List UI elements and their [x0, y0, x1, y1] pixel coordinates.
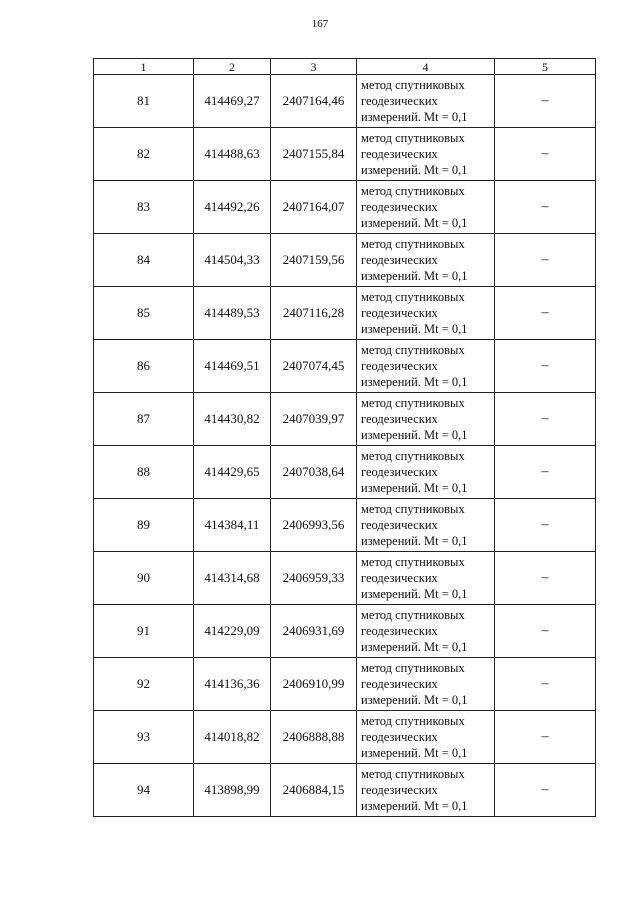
method-cell	[357, 552, 495, 605]
table-row	[94, 393, 596, 446]
method-line: геодезических	[361, 730, 438, 744]
method-line: измерений. Mt = 0,1	[361, 110, 468, 124]
x-coordinate-cell: 414469,27	[194, 75, 271, 128]
table-row	[94, 340, 596, 393]
table-row	[94, 446, 596, 499]
col5-cell: –	[495, 340, 596, 393]
method-line: метод спутниковых	[361, 608, 465, 622]
point-number-cell: 82	[94, 128, 194, 181]
point-number-cell: 87	[94, 393, 194, 446]
x-coordinate-cell: 414229,09	[194, 605, 271, 658]
col5-cell: –	[495, 499, 596, 552]
col5-cell: –	[495, 446, 596, 499]
table-header-row	[94, 59, 596, 75]
method-line: геодезических	[361, 147, 438, 161]
method-line: метод спутниковых	[361, 131, 465, 145]
col5-cell: –	[495, 75, 596, 128]
x-coordinate-cell: 414489,53	[194, 287, 271, 340]
method-line: метод спутниковых	[361, 237, 465, 251]
method-cell	[357, 711, 495, 764]
y-coordinate-cell: 2407164,46	[271, 75, 357, 128]
col5-cell: –	[495, 764, 596, 817]
method-line: геодезических	[361, 518, 438, 532]
table-row	[94, 499, 596, 552]
header-col-2: 2	[194, 59, 271, 75]
x-coordinate-cell: 414018,82	[194, 711, 271, 764]
method-line: измерений. Mt = 0,1	[361, 216, 468, 230]
method-line: геодезических	[361, 306, 438, 320]
point-number-cell: 94	[94, 764, 194, 817]
method-line: метод спутниковых	[361, 502, 465, 516]
header-col-3: 3	[271, 59, 357, 75]
y-coordinate-cell: 2407155,84	[271, 128, 357, 181]
col5-cell: –	[495, 658, 596, 711]
y-coordinate-cell: 2407039,97	[271, 393, 357, 446]
col5-cell: –	[495, 711, 596, 764]
point-number-cell: 86	[94, 340, 194, 393]
point-number-cell: 84	[94, 234, 194, 287]
method-line: геодезических	[361, 465, 438, 479]
y-coordinate-cell: 2406993,56	[271, 499, 357, 552]
method-line: метод спутниковых	[361, 555, 465, 569]
y-coordinate-cell: 2406884,15	[271, 764, 357, 817]
point-number-cell: 92	[94, 658, 194, 711]
method-cell	[357, 658, 495, 711]
method-line: метод спутниковых	[361, 78, 465, 92]
method-line: геодезических	[361, 624, 438, 638]
method-cell	[357, 340, 495, 393]
x-coordinate-cell: 414488,63	[194, 128, 271, 181]
table-body	[94, 75, 596, 817]
method-line: метод спутниковых	[361, 343, 465, 357]
page-number: 167	[311, 18, 329, 30]
table-row	[94, 287, 596, 340]
point-number-cell: 89	[94, 499, 194, 552]
col5-cell: –	[495, 181, 596, 234]
method-line: измерений. Mt = 0,1	[361, 746, 468, 760]
table-row	[94, 605, 596, 658]
y-coordinate-cell: 2407116,28	[271, 287, 357, 340]
point-number-cell: 90	[94, 552, 194, 605]
method-line: метод спутниковых	[361, 714, 465, 728]
method-line: геодезических	[361, 412, 438, 426]
y-coordinate-cell: 2407074,45	[271, 340, 357, 393]
method-line: измерений. Mt = 0,1	[361, 428, 468, 442]
method-line: метод спутниковых	[361, 290, 465, 304]
table-row	[94, 181, 596, 234]
method-line: измерений. Mt = 0,1	[361, 375, 468, 389]
method-line: измерений. Mt = 0,1	[361, 163, 468, 177]
y-coordinate-cell: 2407164,07	[271, 181, 357, 234]
table-row	[94, 75, 596, 128]
header-col-5: 5	[495, 59, 596, 75]
point-number-cell: 81	[94, 75, 194, 128]
coordinates-table	[93, 58, 596, 817]
x-coordinate-cell: 414504,33	[194, 234, 271, 287]
table-row	[94, 764, 596, 817]
method-cell	[357, 605, 495, 658]
table-row	[94, 658, 596, 711]
method-line: геодезических	[361, 783, 438, 797]
col5-cell: –	[495, 234, 596, 287]
x-coordinate-cell: 413898,99	[194, 764, 271, 817]
y-coordinate-cell: 2406888,88	[271, 711, 357, 764]
y-coordinate-cell: 2407038,64	[271, 446, 357, 499]
method-cell	[357, 764, 495, 817]
method-line: геодезических	[361, 94, 438, 108]
x-coordinate-cell: 414492,26	[194, 181, 271, 234]
y-coordinate-cell: 2406931,69	[271, 605, 357, 658]
x-coordinate-cell: 414314,68	[194, 552, 271, 605]
col5-cell: –	[495, 605, 596, 658]
point-number-cell: 85	[94, 287, 194, 340]
table-row	[94, 711, 596, 764]
y-coordinate-cell: 2406910,99	[271, 658, 357, 711]
x-coordinate-cell: 414430,82	[194, 393, 271, 446]
point-number-cell: 91	[94, 605, 194, 658]
method-line: метод спутниковых	[361, 184, 465, 198]
method-cell	[357, 446, 495, 499]
method-line: измерений. Mt = 0,1	[361, 481, 468, 495]
header-col-1: 1	[94, 59, 194, 75]
method-line: измерений. Mt = 0,1	[361, 322, 468, 336]
x-coordinate-cell: 414469,51	[194, 340, 271, 393]
method-cell	[357, 181, 495, 234]
method-line: измерений. Mt = 0,1	[361, 269, 468, 283]
point-number-cell: 83	[94, 181, 194, 234]
y-coordinate-cell: 2407159,56	[271, 234, 357, 287]
method-line: геодезических	[361, 359, 438, 373]
col5-cell: –	[495, 552, 596, 605]
method-line: метод спутниковых	[361, 661, 465, 675]
method-line: измерений. Mt = 0,1	[361, 587, 468, 601]
y-coordinate-cell: 2406959,33	[271, 552, 357, 605]
method-line: геодезических	[361, 200, 438, 214]
method-line: геодезических	[361, 253, 438, 267]
method-line: измерений. Mt = 0,1	[361, 799, 468, 813]
x-coordinate-cell: 414384,11	[194, 499, 271, 552]
method-line: метод спутниковых	[361, 449, 465, 463]
method-cell	[357, 75, 495, 128]
method-line: геодезических	[361, 571, 438, 585]
col5-cell: –	[495, 128, 596, 181]
method-cell	[357, 499, 495, 552]
method-cell	[357, 234, 495, 287]
x-coordinate-cell: 414136,36	[194, 658, 271, 711]
table-row	[94, 552, 596, 605]
x-coordinate-cell: 414429,65	[194, 446, 271, 499]
header-col-4: 4	[357, 59, 495, 75]
table-row	[94, 234, 596, 287]
method-cell	[357, 393, 495, 446]
col5-cell: –	[495, 287, 596, 340]
method-cell	[357, 287, 495, 340]
method-line: измерений. Mt = 0,1	[361, 534, 468, 548]
table-row	[94, 128, 596, 181]
point-number-cell: 88	[94, 446, 194, 499]
method-line: метод спутниковых	[361, 396, 465, 410]
method-line: измерений. Mt = 0,1	[361, 640, 468, 654]
method-line: геодезических	[361, 677, 438, 691]
method-cell	[357, 128, 495, 181]
method-line: метод спутниковых	[361, 767, 465, 781]
col5-cell: –	[495, 393, 596, 446]
point-number-cell: 93	[94, 711, 194, 764]
method-line: измерений. Mt = 0,1	[361, 693, 468, 707]
